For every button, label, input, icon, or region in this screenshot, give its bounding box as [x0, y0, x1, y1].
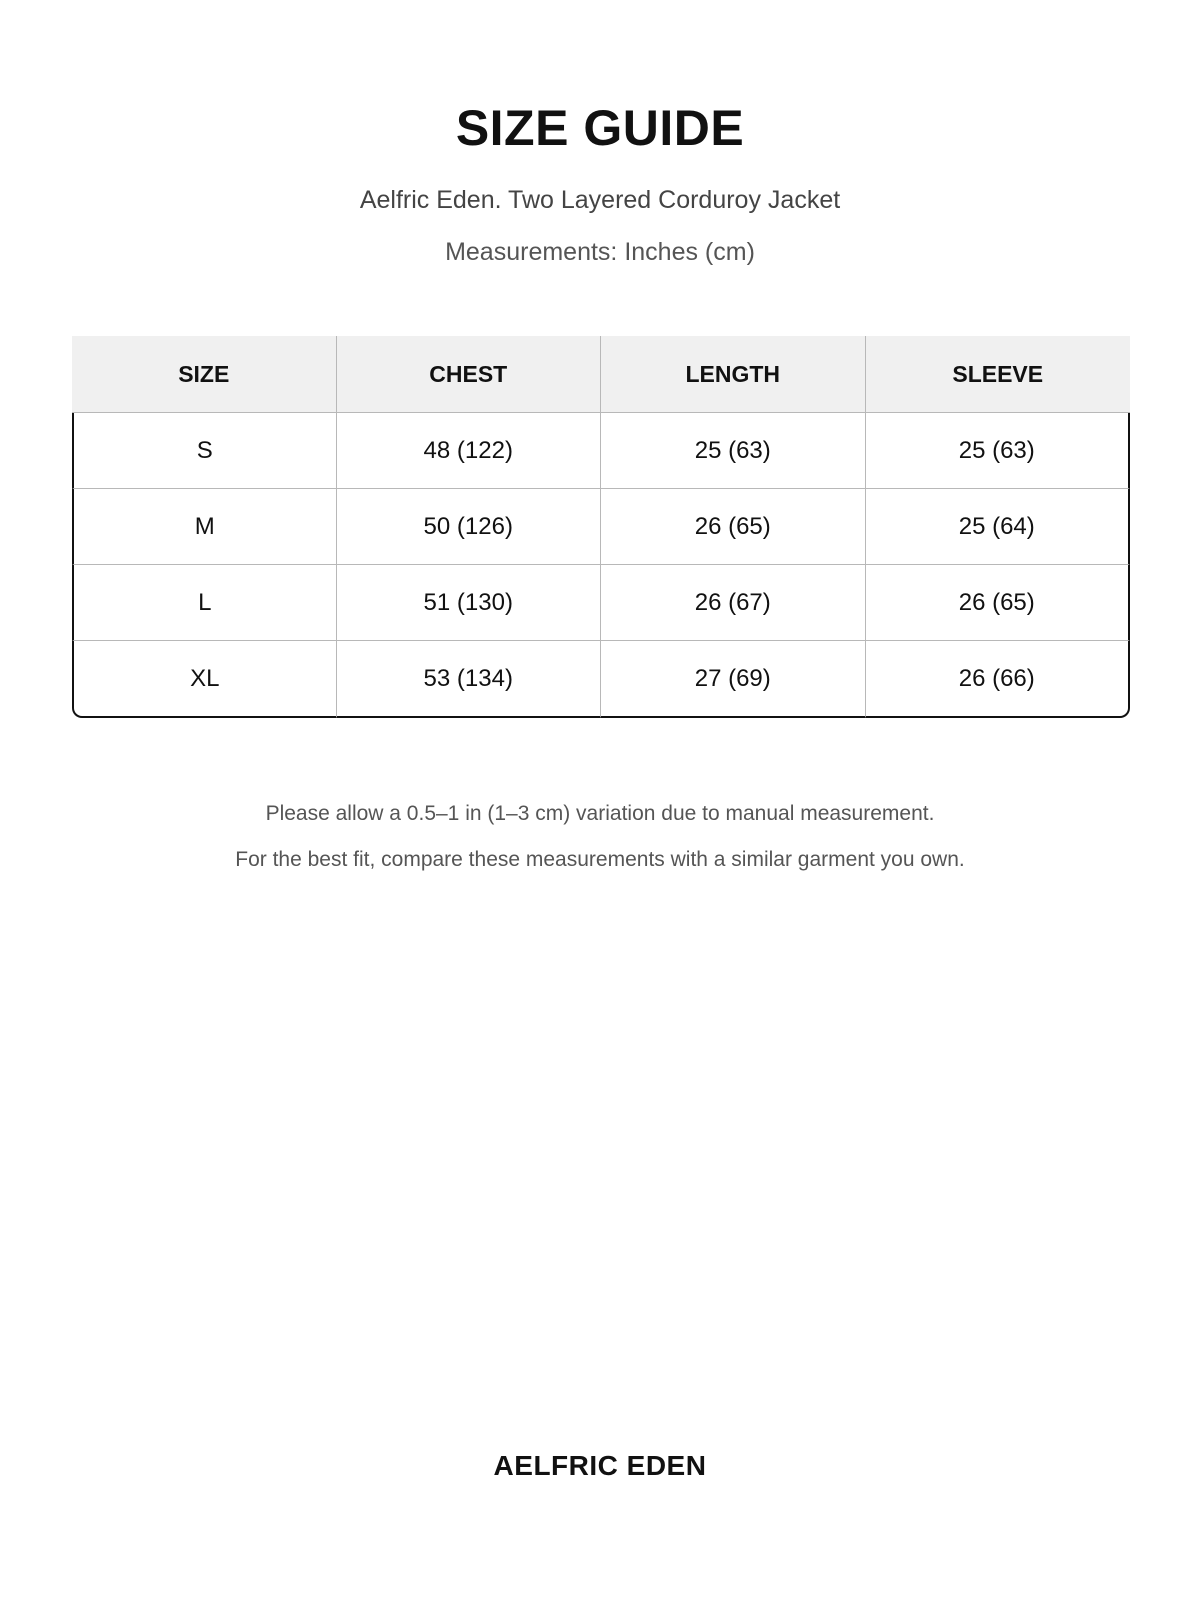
size-table: [72, 336, 1130, 718]
measurement-units: Measurements: Inches (cm): [445, 238, 755, 266]
length-cell: 27 (69): [601, 641, 866, 718]
column-header-sleeve: SLEEVE: [866, 336, 1131, 413]
sleeve-cell: 25 (63): [866, 413, 1131, 489]
table-row: [72, 641, 1130, 718]
chest-cell: 51 (130): [337, 565, 602, 641]
length-cell: 25 (63): [601, 413, 866, 489]
sleeve-cell: 26 (66): [866, 641, 1131, 718]
table-row: [72, 489, 1130, 565]
table-header-row: [72, 336, 1130, 413]
size-table-container: [72, 336, 1130, 718]
page-title: SIZE GUIDE: [455, 100, 745, 156]
column-header-length: LENGTH: [601, 336, 866, 413]
sleeve-cell: 25 (64): [866, 489, 1131, 565]
product-name: Aelfric Eden. Two Layered Corduroy Jacket: [359, 186, 841, 214]
size-cell: L: [72, 565, 337, 641]
sleeve-cell: 26 (65): [866, 565, 1131, 641]
chest-cell: 50 (126): [337, 489, 602, 565]
length-cell: 26 (67): [601, 565, 866, 641]
table-row: [72, 565, 1130, 641]
size-cell: M: [72, 489, 337, 565]
table-row: [72, 413, 1130, 489]
size-cell: S: [72, 413, 337, 489]
chest-cell: 48 (122): [337, 413, 602, 489]
column-header-size: SIZE: [72, 336, 337, 413]
chest-cell: 53 (134): [337, 641, 602, 718]
column-header-chest: CHEST: [337, 336, 602, 413]
size-cell: XL: [72, 641, 337, 718]
length-cell: 26 (65): [601, 489, 866, 565]
fit-advice-note: For the best fit, compare these measurements with a similar garment you own.: [235, 848, 965, 871]
brand-name: AELFRIC EDEN: [493, 1450, 707, 1481]
measurement-variation-note: Please allow a 0.5–1 in (1–3 cm) variation due to manual measurement.: [265, 802, 935, 825]
